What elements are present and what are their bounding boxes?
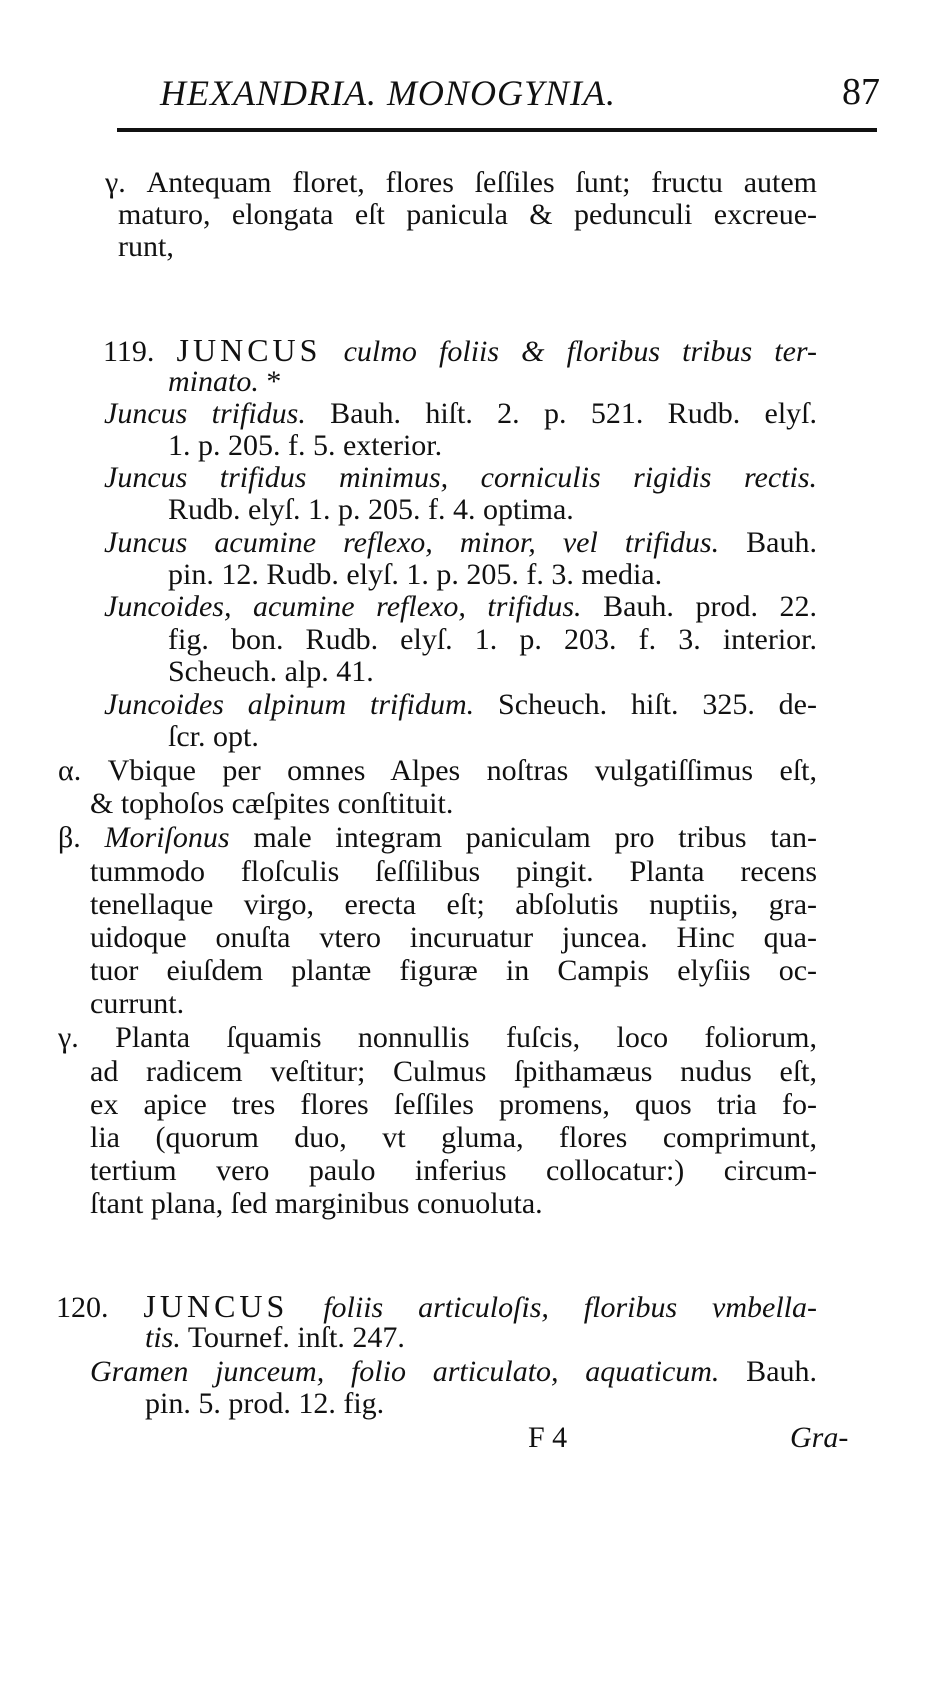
roman-text: pin. 5. prod. 12. fig. [145,1387,385,1420]
italic-text: culmo foliis & floribus tribus ter- [321,335,817,368]
roman-text: Bauh. [719,1355,817,1388]
italic-text: Juncus acumine reflexo, minor, vel trifidus. [104,526,720,559]
roman-text: Bauh. prod. 22. [581,590,817,623]
roman-text: ad radicem veſtitur; Culmus ſpithamæus nudus eſt, [90,1055,817,1088]
roman-text: Bauh. [719,526,817,559]
text-line [168,557,662,593]
text-line [104,460,817,496]
header-rule [117,128,877,132]
text-line [90,887,817,923]
text-line [104,687,817,723]
text-line [90,1054,817,1090]
roman-text: Rudb. elyſ. 1. p. 205. f. 4. optima. [168,493,574,526]
roman-text: pin. 12. Rudb. elyſ. 1. p. 205. f. 3. media. [168,558,663,591]
text-line [104,589,817,625]
text-line [168,428,442,464]
text-line [90,1087,817,1123]
text-line [90,1120,817,1156]
text-line [90,854,817,890]
text-line [168,654,374,690]
italic-text: minato. [168,365,259,398]
text-line [104,525,817,561]
roman-text: 1. p. 205. f. 5. exterior. [168,429,443,462]
text-line [168,492,574,528]
roman-text: * [258,365,282,398]
roman-text: α. Vbique per omnes Alpes noſtras vulgatiſſimus eſt, [58,754,817,787]
text-line [105,165,817,201]
running-title: HEXANDRIA. MONOGYNIA. [160,73,616,113]
italic-text: Moriſonus [104,821,230,854]
roman-text: uidoque onuſta vtero incuruatur juncea. Hinc qua- [90,921,817,954]
roman-text: ſtant plana, ſed marginibus conuoluta. [90,1187,543,1220]
text-line [58,753,817,789]
text-line [90,1354,817,1390]
text-line [118,197,817,233]
text-line [90,786,453,822]
roman-text: γ. Antequam floret, flores ſeſſiles ſunt; fructu autem [105,166,817,199]
roman-text: tertium vero paulo inferius collocatur:) circum- [90,1154,817,1187]
text-line [90,1186,543,1222]
italic-text: Gramen junceum, folio articulato, aquaticum. [90,1355,720,1388]
roman-text: γ. Planta ſquamis nonnullis fuſcis, loco foliorum, [58,1021,817,1054]
text-line [168,622,817,658]
text-line [103,332,817,368]
roman-text: & tophoſos cæſpites conſtituit. [90,787,454,820]
roman-text: ſcr. opt. [168,720,259,753]
roman-text: tummodo floſculis ſeſſilibus pingit. Planta recens [90,855,817,888]
roman-text: Scheuch. alp. 41. [168,655,374,688]
roman-text: Bauh. hiſt. 2. p. 521. Rudb. elyſ. [305,397,817,430]
roman-text: ex apice tres flores ſeſſiles promens, quos tria fo- [90,1088,817,1121]
roman-text: fig. bon. Rudb. elyſ. 1. p. 203. f. 3. interior. [168,623,817,656]
roman-text: 120. [56,1291,144,1324]
genus-name: JUNCUS [143,1288,289,1324]
text-line [58,820,817,856]
text-line [90,920,817,956]
italic-text: Juncoides alpinum trifidum. [104,688,475,721]
roman-text: β. [58,821,105,854]
text-line [145,1386,384,1422]
text-line [168,364,281,400]
text-line [90,953,817,989]
roman-text: maturo, elongata eſt panicula & pedunculi excreue- [118,198,817,231]
italic-text: foliis articuloſis, floribus vmbella- [288,1291,817,1324]
roman-text: Tournef. inſt. 247. [180,1321,405,1354]
text-line [104,396,817,432]
italic-text: Juncus trifidus. [104,397,306,430]
roman-text: runt, [118,230,174,263]
text-line [90,1153,817,1189]
roman-text: tuor eiuſdem plantæ figuræ in Campis elyſiis oc- [90,954,817,987]
italic-text: tis. [145,1321,181,1354]
text-line [56,1288,817,1324]
roman-text: 119. [103,335,177,368]
roman-text: currunt. [90,987,185,1020]
italic-text: Juncus trifidus minimus, corniculis rigidis rectis. [104,461,817,494]
italic-text: Juncoides, acumine reflexo, trifidus. [104,590,582,623]
text-line [90,986,184,1022]
text-line [58,1020,817,1056]
genus-name: JUNCUS [176,332,322,368]
page-number: 87 [842,71,880,113]
text-line [168,719,259,755]
roman-text: lia (quorum duo, vt gluma, flores comprimunt, [90,1121,817,1154]
roman-text: Scheuch. hiſt. 325. de- [474,688,817,721]
roman-text: tenellaque virgo, erecta eſt; abſolutis nuptiis, gra- [90,888,817,921]
roman-text: male integram paniculam pro tribus tan- [229,821,817,854]
catchword: Gra- [790,1421,849,1454]
text-line [145,1320,405,1356]
signature-mark: F 4 [528,1421,568,1454]
text-line [118,229,174,265]
